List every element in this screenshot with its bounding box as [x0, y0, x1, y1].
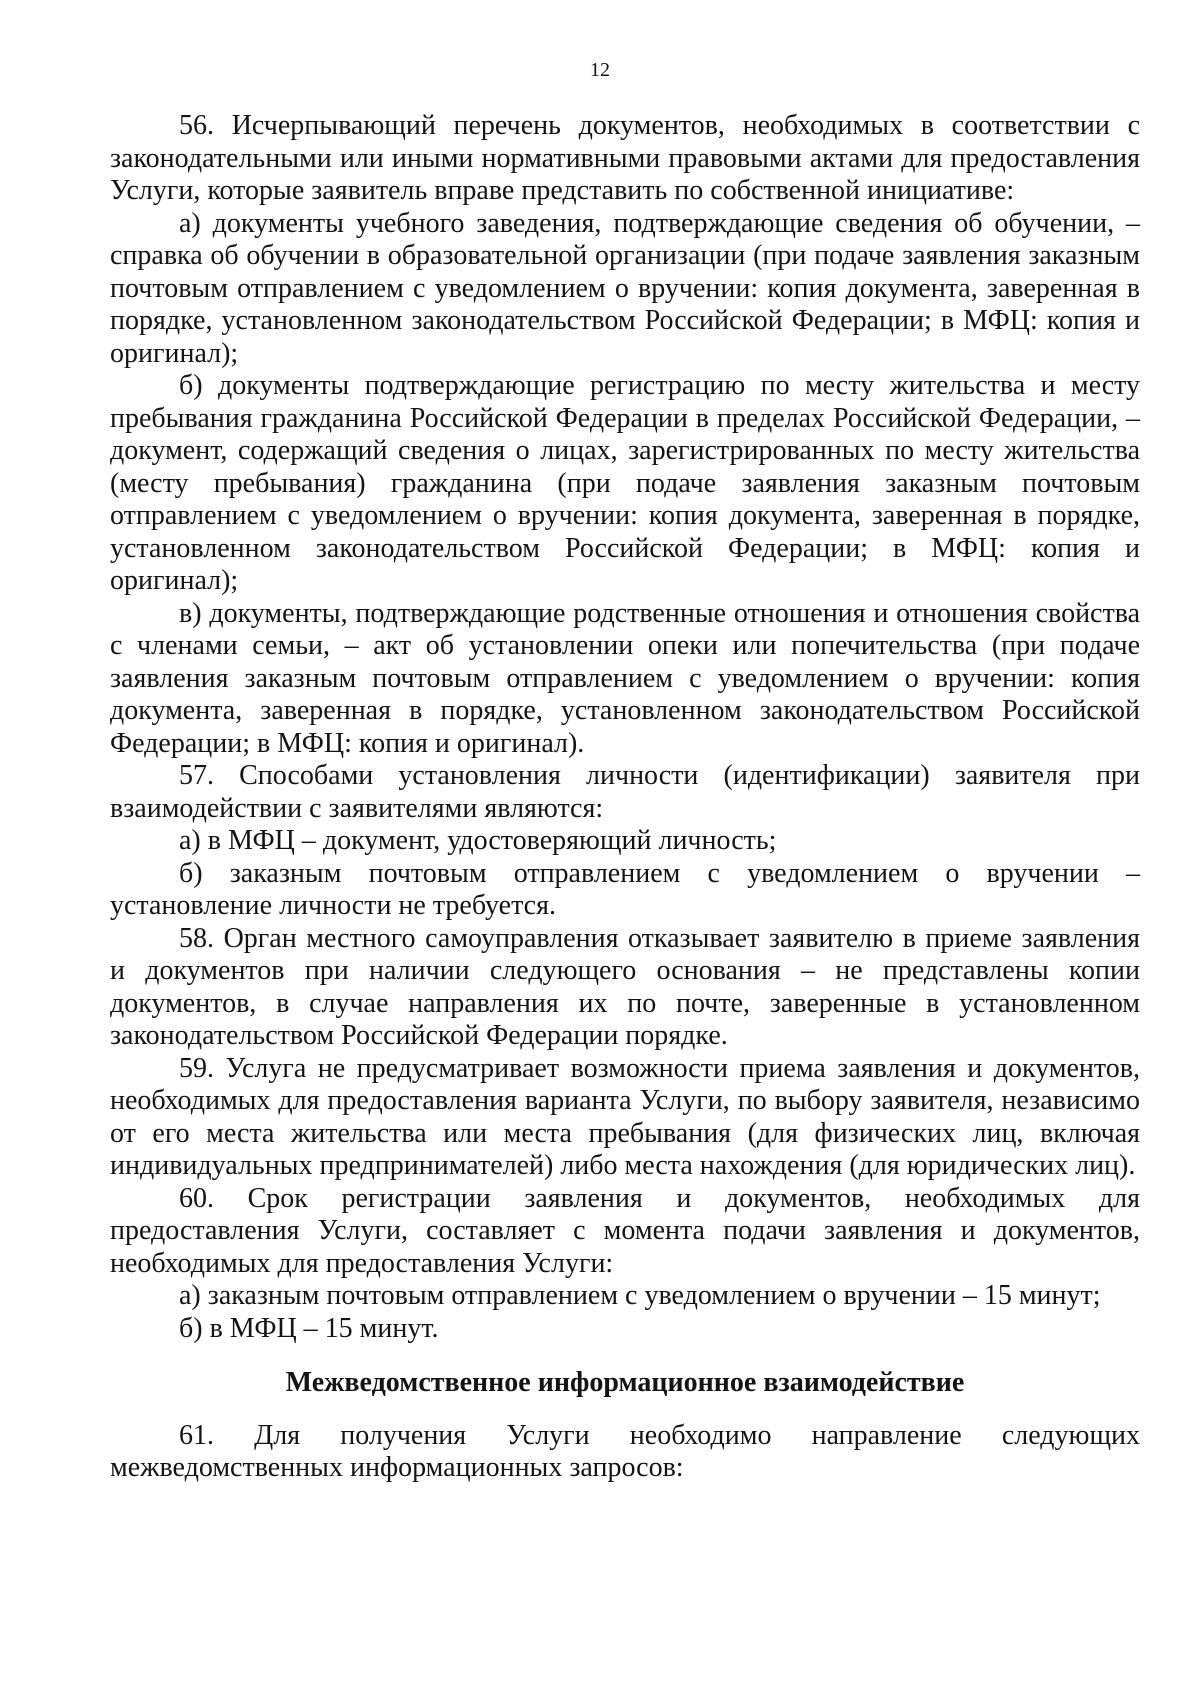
page-number: 12: [590, 59, 610, 81]
document-body: [110, 110, 1140, 1485]
paragraph-58: 58. Орган местного самоуправления отказывает заявителю в приеме заявления и документов при наличии следующего основания – не представлены копии документов, в случае направления их по почте, заверенные в установленном законодательством Российской Федерации порядке.: [110, 922, 1140, 1051]
paragraph-56b: б) документы подтверждающие регистрацию по месту жительства и месту пребывания гражданина Российской Федерации в пределах Российской Федерации, – документ, содержащий сведения о лицах, зарегистрированных по месту жительства (месту пребывания) гражданина (при подаче заявления заказным почтовым отправлением с уведомлением о вручении: копия документа, заверенная в порядке, установленном законодательством Российской Федерации; в МФЦ: копия и оригинал);: [110, 370, 1140, 596]
section-heading: Межведомственное информационное взаимодействие: [285, 1367, 965, 1398]
paragraph-56a: а) документы учебного заведения, подтверждающие сведения об обучении, – справка об обучении в образовательной организации (при подаче заявления заказным почтовым отправлением с уведомлением о вручении: копия документа, заверенная в порядке, установленном законодательством Российской Федерации; в МФЦ: копия и оригинал);: [110, 207, 1140, 369]
paragraph-56: 56. Исчерпывающий перечень документов, необходимых в соответствии с законодательными или иными нормативными правовыми актами для предоставления Услуги, которые заявитель вправе представить по собственной инициативе:: [110, 110, 1140, 206]
paragraph-61: 61. Для получения Услуги необходимо направление следующих межведомственных информационных запросов:: [110, 1419, 1140, 1483]
paragraph-56v: в) документы, подтверждающие родственные отношения и отношения свойства с членами семьи, – акт об установлении опеки или попечительства (при подаче заявления заказным почтовым отправлением с уведомлением о вручении: копия документа, заверенная в порядке, установленном законодательством Российской Федерации; в МФЦ: копия и оригинал).: [110, 597, 1140, 759]
paragraph-57: 57. Способами установления личности (идентификации) заявителя при взаимодействии с заявителями являются:: [110, 760, 1140, 824]
paragraph-60: 60. Срок регистрации заявления и документов, необходимых для предоставления Услуги, составляет с момента подачи заявления и документов, необходимых для предоставления Услуги:: [110, 1182, 1140, 1279]
paragraph-57b: б) заказным почтовым отправлением с уведомлением о вручении – установление личности не требуется.: [110, 857, 1140, 921]
paragraph-57a: а) в МФЦ – документ, удостоверяющий личность;: [179, 825, 777, 856]
paragraph-59: 59. Услуга не предусматривает возможности приема заявления и документов, необходимых для предоставления варианта Услуги, по выбору заявителя, независимо от его места жительства или места пребывания (для физических лиц, включая индивидуальных предпринимателей) либо места нахождения (для юридических лиц).: [110, 1052, 1140, 1181]
paragraph-60b: б) в МФЦ – 15 минут.: [179, 1312, 439, 1344]
paragraph-60a: а) заказным почтовым отправлением с уведомлением о вручении – 15 минут;: [179, 1280, 1101, 1311]
